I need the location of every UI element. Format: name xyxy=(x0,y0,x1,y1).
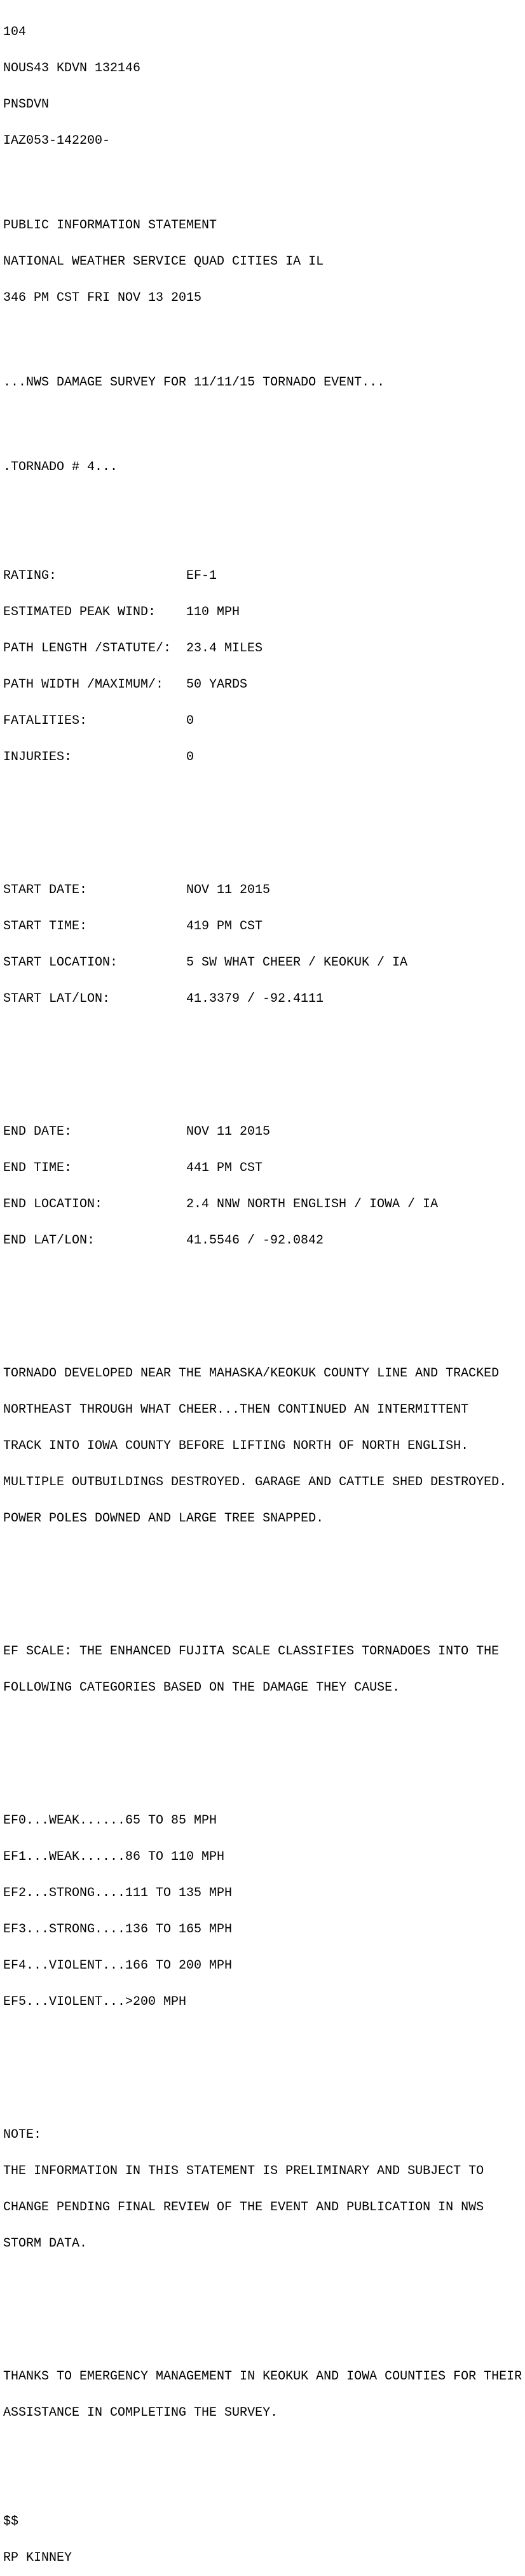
field-value: NOV 11 2015 xyxy=(186,883,271,897)
note-line: CHANGE PENDING FINAL REVIEW OF THE EVENT AND PUBLICATION IN NWS xyxy=(3,2200,484,2215)
field-value: 41.3379 / -92.4111 xyxy=(186,992,324,1006)
stat-label: INJURIES: xyxy=(3,750,72,765)
issue-time: 346 PM CST FRI NOV 13 2015 xyxy=(3,291,202,305)
start-lat-lon xyxy=(3,993,525,1005)
ugc-zone: IAZ053-142200- xyxy=(3,134,111,148)
field-label: START DATE: xyxy=(3,883,88,897)
statement-document xyxy=(3,2,525,2576)
thanks-line: ASSISTANCE IN COMPLETING THE SURVEY. xyxy=(3,2406,278,2420)
tornado-section-title: .TORNADO # 4... xyxy=(3,460,118,474)
blank-line xyxy=(3,497,525,509)
stat-label: RATING: xyxy=(3,569,57,583)
blank-line xyxy=(3,413,525,425)
blank-line xyxy=(3,2298,525,2310)
ef-scale-list xyxy=(3,1790,525,2032)
field-label: START LAT/LON: xyxy=(3,992,111,1006)
stat-rating xyxy=(3,570,525,582)
stat-value: EF-1 xyxy=(186,569,217,583)
ef-scale-row: EF0...WEAK......65 TO 85 MPH xyxy=(3,1813,217,1828)
stat-value: 0 xyxy=(186,714,194,728)
stat-label: FATALITIES: xyxy=(3,714,88,728)
stat-injuries xyxy=(3,751,525,763)
start-details xyxy=(3,860,525,1029)
field-label: END DATE: xyxy=(3,1125,72,1139)
stat-value: 50 YARDS xyxy=(186,677,248,692)
narrative-line: TRACK INTO IOWA COUNTY BEFORE LIFTING NORTH OF NORTH ENGLISH. xyxy=(3,1439,469,1453)
thanks-line: THANKS TO EMERGENCY MANAGEMENT IN KEOKUK AND IOWA COUNTIES FOR THEIR xyxy=(3,2369,522,2384)
field-value: 5 SW WHAT CHEER / KEOKUK / IA xyxy=(186,955,408,970)
end-time xyxy=(3,1162,525,1174)
thanks-section xyxy=(3,2346,525,2443)
wmo-header: NOUS43 KDVN 132146 xyxy=(3,61,141,76)
narrative-line: TORNADO DEVELOPED NEAR THE MAHASKA/KEOKUK COUNTY LINE AND TRACKED xyxy=(3,1366,500,1381)
sequence-number: 104 xyxy=(3,25,27,39)
headline: ...NWS DAMAGE SURVEY FOR 11/11/15 TORNADO EVENT... xyxy=(3,375,385,390)
narrative-line: POWER POLES DOWNED AND LARGE TREE SNAPPED. xyxy=(3,1511,324,1526)
field-value: NOV 11 2015 xyxy=(186,1125,271,1139)
field-value: 41.5546 / -92.0842 xyxy=(186,1233,324,1248)
start-date xyxy=(3,884,525,896)
field-label: START TIME: xyxy=(3,919,88,934)
stat-value: 0 xyxy=(186,750,194,765)
stat-label: PATH LENGTH /STATUTE/: xyxy=(3,641,172,656)
field-label: END TIME: xyxy=(3,1161,72,1175)
start-time xyxy=(3,920,525,932)
note-line: STORM DATA. xyxy=(3,2236,88,2251)
ef-scale-intro xyxy=(3,1621,525,1718)
product-terminator: $$ xyxy=(3,2514,19,2529)
narrative-line: MULTIPLE OUTBUILDINGS DESTROYED. GARAGE AND CATTLE SHED DESTROYED. xyxy=(3,1475,507,1490)
stat-label: ESTIMATED PEAK WIND: xyxy=(3,605,156,620)
blank-line xyxy=(3,812,525,824)
ef-scale-row: EF5...VIOLENT...>200 MPH xyxy=(3,1995,187,2009)
blank-line xyxy=(3,1295,525,1307)
ef-scale-row: EF2...STRONG....111 TO 135 MPH xyxy=(3,1886,233,1901)
blank-line xyxy=(3,2056,525,2068)
field-value: 419 PM CST xyxy=(186,919,263,934)
issuing-office: NATIONAL WEATHER SERVICE QUAD CITIES IA IL xyxy=(3,254,324,269)
start-location xyxy=(3,957,525,969)
field-label: END LAT/LON: xyxy=(3,1233,95,1248)
ef-scale-row: EF4...VIOLENT...166 TO 200 MPH xyxy=(3,1958,233,1973)
damage-narrative xyxy=(3,1343,525,1549)
end-details xyxy=(3,1102,525,1271)
note-line: THE INFORMATION IN THIS STATEMENT IS PRELIMINARY AND SUBJECT TO xyxy=(3,2164,484,2178)
end-date xyxy=(3,1126,525,1138)
author-signature: RP KINNEY xyxy=(3,2551,72,2565)
stat-path-width xyxy=(3,679,525,691)
note-label: NOTE: xyxy=(3,2128,42,2142)
ef-scale-row: EF3...STRONG....136 TO 165 MPH xyxy=(3,1922,233,1937)
blank-line xyxy=(3,171,525,183)
end-lat-lon xyxy=(3,1235,525,1247)
stat-path-length xyxy=(3,642,525,654)
note-section xyxy=(3,2105,525,2274)
stat-value: 110 MPH xyxy=(186,605,240,620)
field-label: START LOCATION: xyxy=(3,955,118,970)
blank-line xyxy=(3,2467,525,2479)
field-label: END LOCATION: xyxy=(3,1197,103,1212)
blank-line xyxy=(3,1573,525,1585)
awips-id: PNSDVN xyxy=(3,97,50,112)
blank-line xyxy=(3,328,525,340)
end-location xyxy=(3,1198,525,1210)
blank-line xyxy=(3,1053,525,1065)
ef-scale-row: EF1...WEAK......86 TO 110 MPH xyxy=(3,1850,225,1864)
statement-type: PUBLIC INFORMATION STATEMENT xyxy=(3,218,217,233)
stat-peak-wind xyxy=(3,606,525,618)
blank-line xyxy=(3,1742,525,1754)
field-value: 2.4 NNW NORTH ENGLISH / IOWA / IA xyxy=(186,1197,439,1212)
stat-value: 23.4 MILES xyxy=(186,641,263,656)
stat-fatalities xyxy=(3,715,525,727)
stat-label: PATH WIDTH /MAXIMUM/: xyxy=(3,677,164,692)
ef-intro-line: FOLLOWING CATEGORIES BASED ON THE DAMAGE THEY CAUSE. xyxy=(3,1680,400,1695)
field-value: 441 PM CST xyxy=(186,1161,263,1175)
narrative-line: NORTHEAST THROUGH WHAT CHEER...THEN CONTINUED AN INTERMITTENT xyxy=(3,1402,469,1417)
tornado-stats xyxy=(3,546,525,787)
ef-intro-line: EF SCALE: THE ENHANCED FUJITA SCALE CLASSIFIES TORNADOES INTO THE xyxy=(3,1644,500,1659)
